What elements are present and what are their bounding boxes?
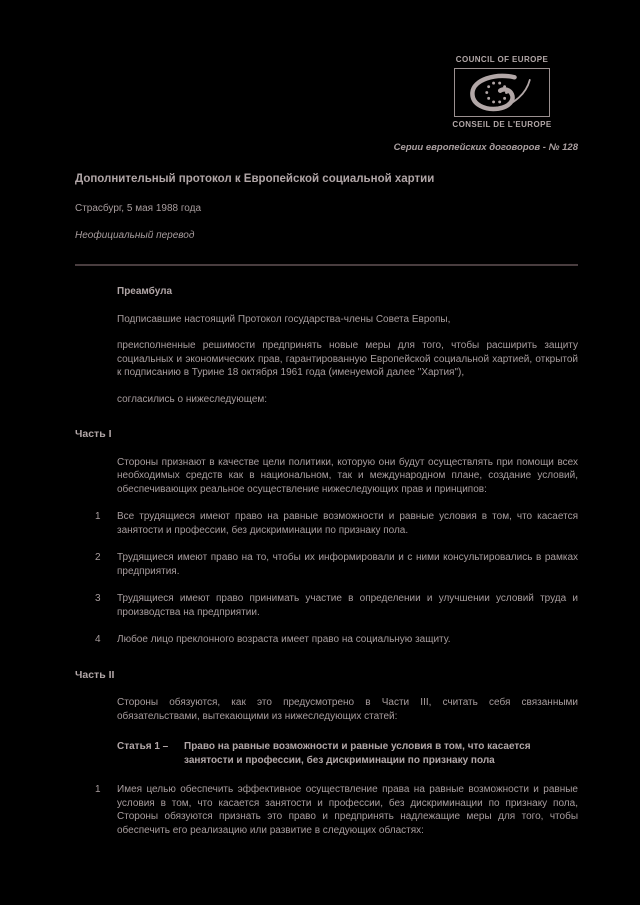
- item-number: 1: [95, 784, 101, 795]
- preamble-paragraph-3: согласились о нижеследующем:: [117, 393, 268, 405]
- item-number: 2: [95, 552, 101, 563]
- part1-list-item-1: [75, 510, 578, 537]
- translation-note: Неофициальный перевод: [75, 229, 195, 241]
- article1-label: Статья 1 –: [117, 741, 169, 752]
- coe-logo-bottom-caption: CONSEIL DE L'EUROPE: [452, 120, 552, 129]
- item-number: 3: [95, 593, 101, 604]
- part2-intro: Стороны обязуются, как это предусмотрено в Части III, считать себя связанными обязательствами, вытекающими из нижеследующих статей:: [117, 697, 578, 722]
- item-number: 1: [95, 511, 101, 522]
- item-text: Трудящиеся имеют право принимать участие в определении и улучшении условий труда и производства на предприятии.: [117, 593, 578, 618]
- part2-heading: Часть II: [75, 668, 115, 681]
- preamble-paragraph-2: преисполненные решимости предпринять новые меры для того, чтобы расширить защиту социальных и экономических прав, гарантированную Европейской социальной хартией, открытой к подписанию в Турине 18 октября 1961 года (именуемой далее "Хартия"),: [117, 340, 578, 378]
- article1-heading: [117, 740, 578, 767]
- item-text: Любое лицо преклонного возраста имеет право на социальную защиту.: [117, 634, 451, 645]
- coe-logo-block: [445, 55, 559, 130]
- document-body: [75, 172, 578, 837]
- preamble-paragraph-1: Подписавшие настоящий Протокол государства-члены Совета Европы,: [117, 313, 451, 325]
- part1-list-item-4: [75, 633, 578, 647]
- article1-list-item-1: [75, 783, 578, 837]
- part1-list-item-3: [75, 592, 578, 619]
- divider-rule: [75, 264, 578, 266]
- item-number: 4: [95, 634, 101, 645]
- item-text: Все трудящиеся имеют право на равные возможности и равные условия в том, что касается занятости и профессии, без дискриминации по признаку пола.: [117, 511, 578, 536]
- council-of-europe-emblem-icon: [458, 71, 546, 114]
- emblem-stars: [485, 82, 508, 104]
- coe-emblem-box: [454, 68, 550, 117]
- part1-intro: Стороны признают в качестве цели политики, которую они будут осуществлять при помощи всех необходимых средств как в национальном, так и международном плане, создание условий, обеспечивающих реальное осуществление нижеследующих прав и принципов:: [117, 456, 578, 495]
- preamble-heading: Преамбула: [117, 286, 173, 297]
- document-title: Дополнительный протокол к Европейской социальной хартии: [75, 173, 435, 185]
- place-date: Страсбург, 5 мая 1988 года: [75, 203, 202, 214]
- item-text: Имея целью обеспечить эффективное осуществление права на равные возможности и равные условия в том, что касается занятости и профессии, без дискриминации по признаку пола, Стороны обязуются признать это право и предпринять надлежащие меры для того, чтобы обеспечить его реализацию или развитие в следующих областях:: [117, 784, 578, 836]
- item-text: Трудящиеся имеют право на то, чтобы их информировали и с ними консультировались в рамках предприятия.: [117, 552, 578, 577]
- coe-logo-top-caption: COUNCIL OF EUROPE: [455, 55, 549, 64]
- article1-title: Право на равные возможности и равные условия в том, что касается занятости и профессии, без дискриминации по признаку пола: [184, 741, 531, 766]
- treaty-series-label: Серии европейских договоров - № 128: [393, 142, 578, 153]
- part1-list-item-2: [75, 551, 578, 578]
- part1-heading: Часть I: [75, 428, 112, 440]
